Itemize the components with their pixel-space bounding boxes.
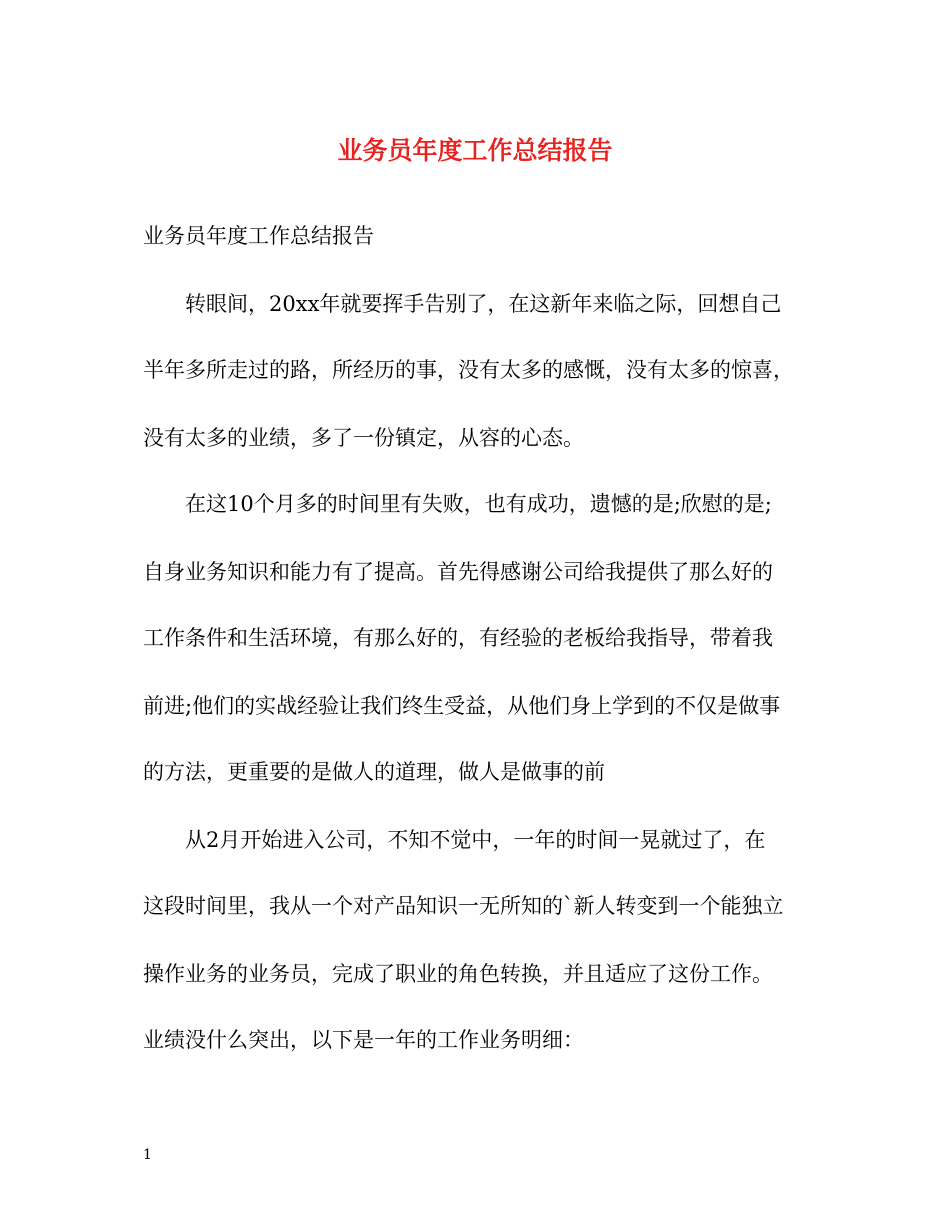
- paragraph-1-line-3: 没有太多的业绩，多了一份镇定，从容的心态。: [143, 426, 584, 450]
- page-number: 1: [143, 1147, 152, 1163]
- document-subtitle: 业务员年度工作总结报告: [143, 224, 374, 248]
- document-title: 业务员年度工作总结报告: [337, 136, 613, 165]
- paragraph-3-line-1: 从2月开始进入公司，不知不觉中，一年的时间一晃就过了，在: [185, 828, 766, 852]
- paragraph-2-line-4: 前进;他们的实战经验让我们终生受益，从他们身上学到的不仅是做事: [143, 694, 781, 718]
- paragraph-3-line-2: 这段时间里，我从一个对产品知识一无所知的`新人转变到一个能独立: [143, 894, 784, 918]
- paragraph-1-line-2: 半年多所走过的路，所经历的事，没有太多的感慨，没有太多的惊喜，: [143, 358, 794, 382]
- paragraph-2-line-3: 工作条件和生活环境，有那么好的，有经验的老板给我指导，带着我: [143, 626, 773, 650]
- paragraph-3-line-4: 业绩没什么突出，以下是一年的工作业务明细：: [143, 1028, 584, 1052]
- paragraph-3-line-3: 操作业务的业务员，完成了职业的角色转换，并且适应了这份工作。: [143, 962, 773, 986]
- paragraph-2-line-1: 在这10个月多的时间里有失败，也有成功，遗憾的是;欣慰的是;: [185, 492, 772, 516]
- paragraph-1-line-1: 转眼间，20xx年就要挥手告别了，在这新年来临之际，回想自己: [185, 292, 782, 316]
- paragraph-2-line-2: 自身业务知识和能力有了提高。首先得感谢公司给我提供了那么好的: [143, 560, 773, 584]
- paragraph-2-line-5: 的方法，更重要的是做人的道理，做人是做事的前: [143, 760, 605, 784]
